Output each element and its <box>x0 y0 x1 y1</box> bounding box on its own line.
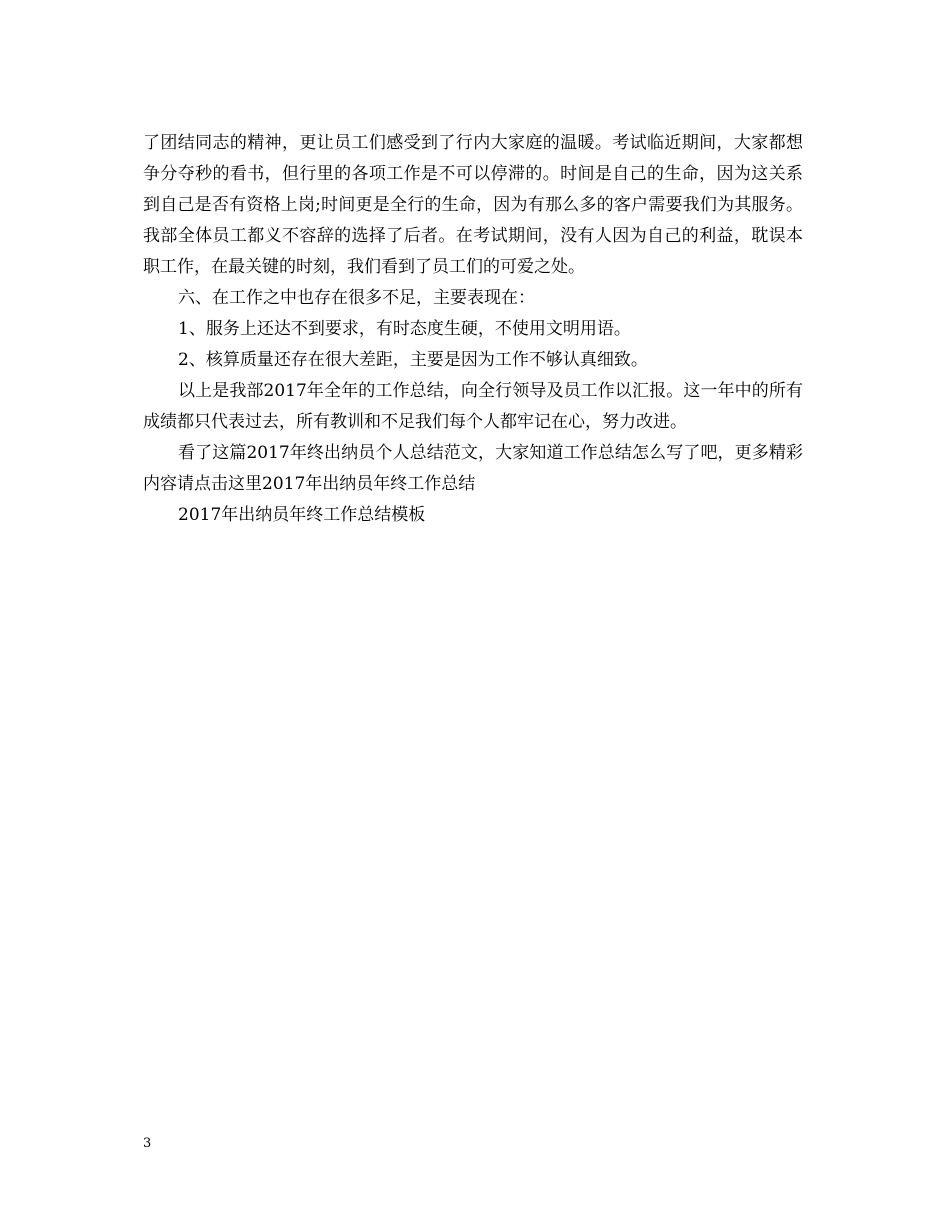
paragraph-shortcoming-1: 1、服务上还达不到要求，有时态度生硬，不使用文明用语。 <box>178 319 631 339</box>
paragraph-summary: 以上是我部2017年全年的工作总结，向全行领导及员工作以汇报。这一年中的所有成绩都只代表过去，所有教训和不足我们每个人都牢记在心，努力改进。 <box>143 381 803 432</box>
document-body <box>143 128 803 531</box>
page-number: 3 <box>143 1136 152 1151</box>
paragraph-related-link: 看了这篇2017年终出纳员个人总结范文，大家知道工作总结怎么写了吧，更多精彩内容请点击这里2017年出纳员年终工作总结 <box>143 443 803 494</box>
paragraph-shortcomings-heading: 六、在工作之中也存在很多不足，主要表现在： <box>178 288 535 308</box>
paragraph-continuation: 了团结同志的精神，更让员工们感受到了行内大家庭的温暖。考试临近期间，大家都想争分夺秒的看书，但行里的各项工作是不可以停滞的。时间是自己的生命，因为这关系到自己是否有资格上岗;时间更是全行的生命，因为有那么多的客户需要我们为其服务。我部全体员工都义不容辞的选择了后者。在考试期间，没有人因为自己的利益，耽误本职工作，在最关键的时刻，我们看到了员工们的可爱之处。 <box>143 133 803 277</box>
paragraph-template-title: 2017年出纳员年终工作总结模板 <box>178 505 426 525</box>
paragraph-shortcoming-2: 2、核算质量还存在很大差距，主要是因为工作不够认真细致。 <box>178 350 648 370</box>
